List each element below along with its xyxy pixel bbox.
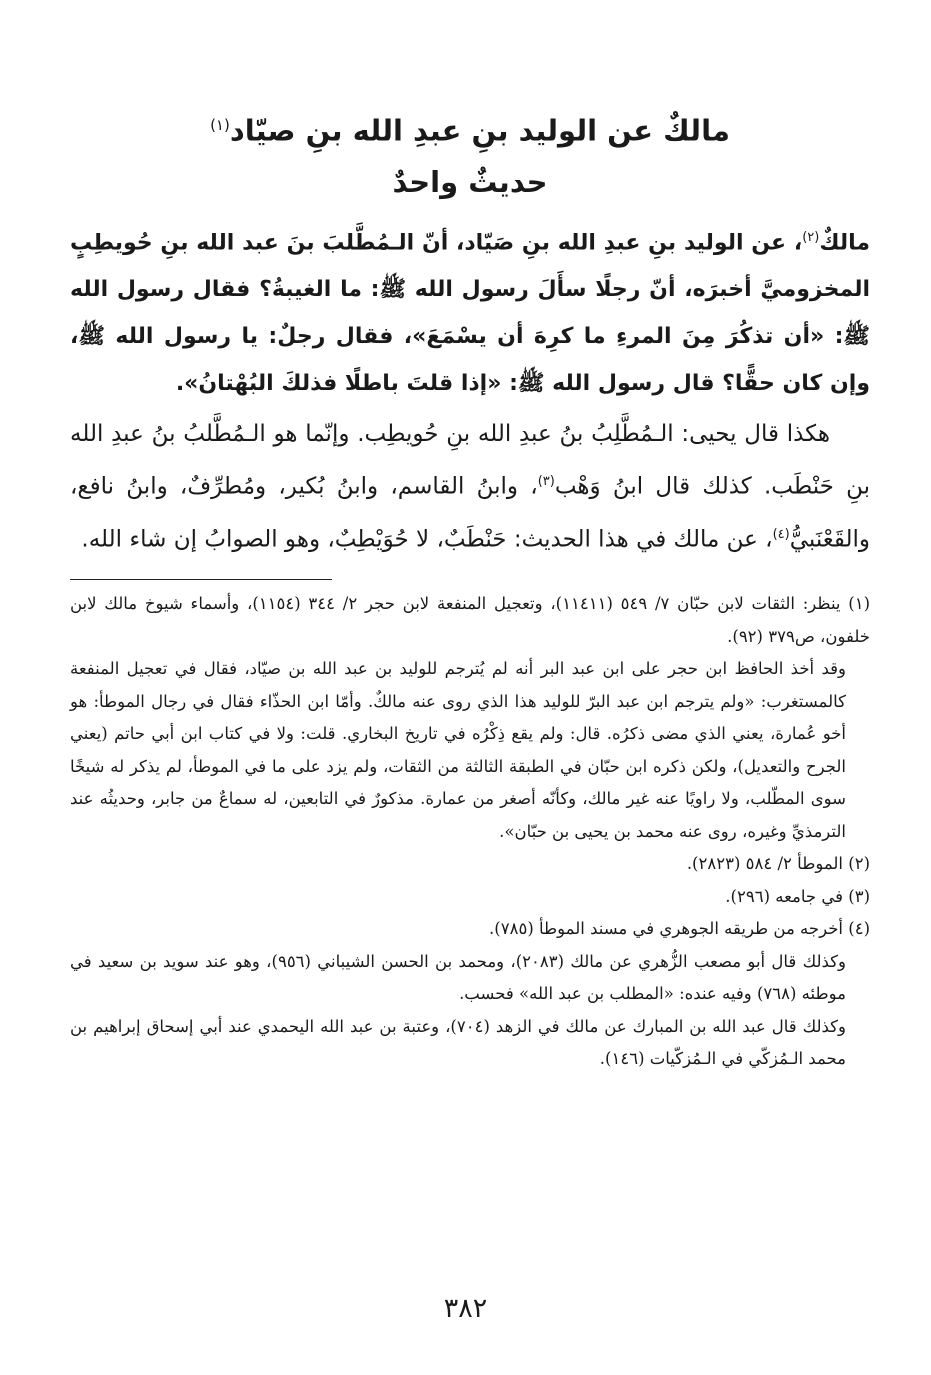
footnote-1-comment: وقد أخذ الحافظ ابن حجر على ابن عبد البر أنه لم يُترجم للوليد بن عبد الله بن صيّاد، فقال في تعجيل المنفعة كالمستغرب: «ولم يترجم ابن عبد البرّ للوليد هذا الذي روى عنه مالكٌ. وأمّا ابن الحذّاء فقال في رجال الموطأ: هو أخو عُمارة، يعني الذي مضى ذكرُه. قال: ولم يقع ذِكْرُه في تاريخ البخاري. قلت: ولا في كتاب ابن أبي حاتم (يعني الجرح والتعديل)، ولكن ذكره ابن حبّان في الطبقة الثالثة من الثقات، ولم يزد على ما في الموطأ، لم يذكر له شيخًا سوى المطّلب، ولا راويًا عنه غير مالك، وكأنّه أصغر من عمارة. مذكورٌ في التابعين، له سماعٌ من جابر، وحديثُه عند الترمذيِّ وغيره، روى عنه محمد بن يحيى بن حبّان». <box>70 659 846 841</box>
page-number: ٣٨٢ <box>443 1293 488 1324</box>
chapter-subtitle: حديثٌ واحدٌ <box>392 164 548 199</box>
commentary-text-3: ، عن مالك في هذا الحديث: حَنْطَبٌ، لا حُوَيْطِبٌ، وهو الصوابُ إن شاء الله. <box>81 526 773 553</box>
footnote-4: (٤) أخرجه من طريقه الجوهري في مسند الموطأ (٧٨٥). <box>489 919 870 939</box>
hadith-text-start: مالكٌ <box>819 229 870 255</box>
commentary-text-1: هكذا قال يحيى: الـمُطَّلِبُ بنُ عبدِ الله بنِ حُويطِب. وإنّما هو الـمُطَّلبُ بنُ عبدِ الله بنِ حَنْطَب. كذلك قال ابنُ وَهْب <box>70 420 870 500</box>
footnote-4-comment-2: وكذلك قال عبد الله بن المبارك عن مالك في الزهد (٧٠٤)، وعتبة بن عبد الله اليحمدي عند أبي إسحاق إبراهيم بن محمد الـمُزكّي في الـمُزكّيات (١٤٦). <box>70 1016 846 1069</box>
commentary-text-2: ، وابنُ القاسم، وابنُ بُكير، ومُطرِّفٌ، وابنُ نافع، والقَعْنَبيُّ <box>70 473 870 553</box>
footnote-marker: (٣) <box>537 473 555 489</box>
footnote-marker: (٢) <box>802 229 820 245</box>
footnote-3: (٣) في جامعه (٢٩٦). <box>725 886 870 906</box>
footnote-marker: (١) <box>210 116 230 134</box>
footnote-divider <box>70 579 332 580</box>
commentary-paragraph <box>70 411 870 563</box>
footnote-4-comment-1: وكذلك قال أبو مصعب الزُّهري عن مالك (٢٠٨٣)، ومحمد بن الحسن الشيباني (٩٥٦)، وهو عند سويد بن سعيد في موطئه (٧٦٨) وفيه عنده: «المطلب بن عبد الله» فحسب. <box>70 951 847 1004</box>
footnote-2: (٢) الموطأ ٢/ ٥٨٤ (٢٨٢٣). <box>686 854 870 874</box>
page-content <box>70 100 870 1076</box>
chapter-title-text: مالكٌ عن الوليد بنِ عبدِ الله بنِ صيّاد <box>229 113 730 148</box>
hadith-text: ، عن الوليد بنِ عبدِ الله بنِ صَيّاد، أنّ الـمُطَّلبَ بنَ عبد الله بنِ حُويطِبٍ المخزوميَّ أخبرَه، أنّ رجلًا سأَلَ رسول الله ﷺ: ما الغيبةُ؟ فقال رسول الله ﷺ: «أن تذكُرَ مِنَ المرءِ ما كرِهَ أن يسْمَعَ»، فقال رجلٌ: يا رسول الله ﷺ، وإن كان حقًّا؟ قال رسول الله ﷺ: «إذا قلتَ باطلًا فذلكَ البُهْتانُ». <box>70 229 870 396</box>
footnote-1: (١) ينظر: الثقات لابن حبّان ٧/ ٥٤٩ (١١٤١١)، وتعجيل المنفعة لابن حجر ٢/ ٣٤٤ (١١٥٤)، وأسماء شيوخ مالك لابن خلفون، ص٣٧٩ (٩٢). <box>70 594 871 646</box>
footnotes-section <box>70 588 870 1076</box>
chapter-title <box>70 100 870 156</box>
footnote-marker: (٤) <box>772 526 790 542</box>
hadith-paragraph <box>70 214 870 407</box>
